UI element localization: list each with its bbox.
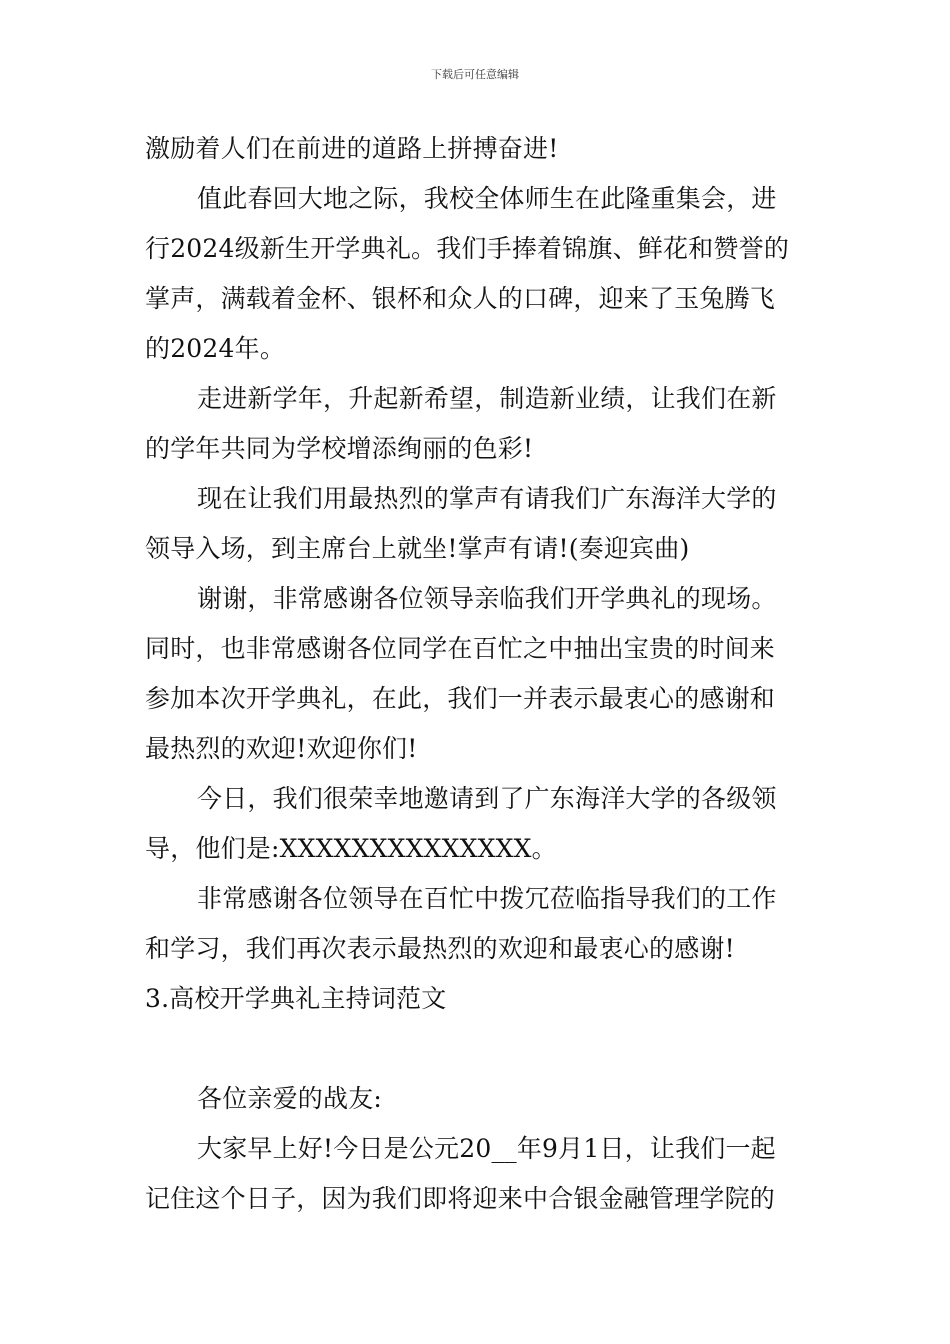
text-line: 今日，我们很荣幸地邀请到了广东海洋大学的各级领 xyxy=(197,784,777,813)
text-line: 同时，也非常感谢各位同学在百忙之中抽出宝贵的时间来 xyxy=(145,634,776,663)
text-line: 和学习，我们再次表示最热烈的欢迎和最衷心的感谢! xyxy=(145,934,735,963)
text-line: 非常感谢各位领导在百忙中拨冗莅临指导我们的工作 xyxy=(197,884,777,913)
text-line: 领导入场，到主席台上就坐!掌声有请!(奏迎宾曲) xyxy=(145,534,690,563)
text-line: 大家早上好!今日是公元20__年9月1日，让我们一起 xyxy=(197,1134,776,1163)
text-line: 各位亲爱的战友: xyxy=(197,1084,383,1113)
section-heading: 3.高校开学典礼主持词范文 xyxy=(145,984,447,1013)
page-header-note: 下载后可任意编辑 xyxy=(431,68,519,81)
text-line: 的2024年。 xyxy=(145,334,286,363)
text-line: 最热烈的欢迎!欢迎你们! xyxy=(145,734,418,763)
text-line: 的学年共同为学校增添绚丽的色彩! xyxy=(145,434,534,463)
text-line: 导，他们是:XXXXXXXXXXXXXX。 xyxy=(145,834,557,863)
text-line: 谢谢，非常感谢各位领导亲临我们开学典礼的现场。 xyxy=(197,584,777,613)
text-line: 值此春回大地之际，我校全体师生在此隆重集会，进 xyxy=(197,184,777,213)
text-line: 行2024级新生开学典礼。我们手捧着锦旗、鲜花和赞誉的 xyxy=(145,234,790,263)
text-line: 记住这个日子，因为我们即将迎来中合银金融管理学院的 xyxy=(145,1184,776,1213)
text-line: 参加本次开学典礼，在此，我们一并表示最衷心的感谢和 xyxy=(145,684,776,713)
text-line: 激励着人们在前进的道路上拼搏奋进! xyxy=(145,134,559,163)
text-line: 走进新学年，升起新希望，制造新业绩，让我们在新 xyxy=(197,384,777,413)
text-line: 现在让我们用最热烈的掌声有请我们广东海洋大学的 xyxy=(197,484,777,513)
text-line: 掌声，满载着金杯、银杯和众人的口碑，迎来了玉兔腾飞 xyxy=(145,284,776,313)
